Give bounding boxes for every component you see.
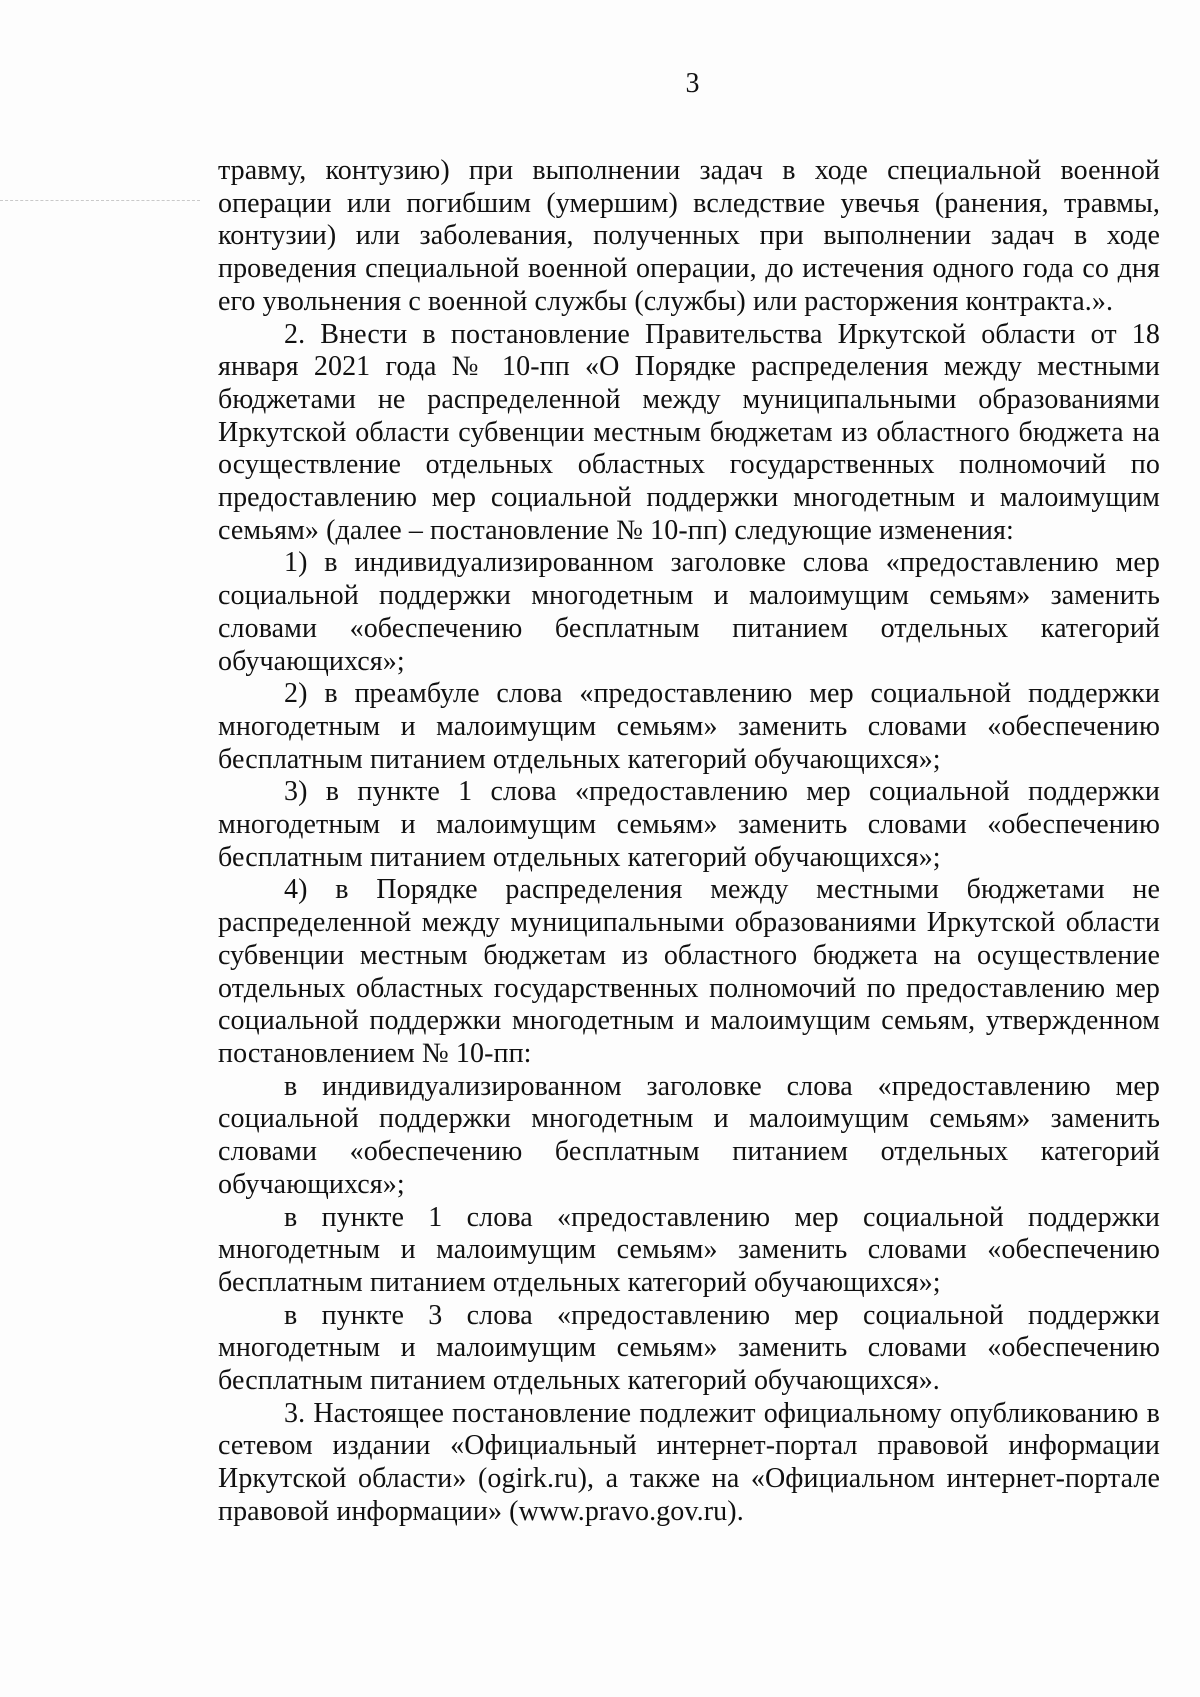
paragraph-item-3-publication: 3. Настоящее постановление подлежит официальному опубликованию в сетевом издании «Официальный интернет-портал правовой информации Иркутской области» (ogirk.ru), а также на «Официальном интернет-портале правовой информации» (www.pravo.gov.ru).: [218, 1397, 1160, 1527]
paragraph-continuation: травму, контузию) при выполнении задач в ходе специальной военной операции или погибшим (умершим) вследствие увечья (ранения, травмы, контузии) или заболевания, полученных при выполнении задач в ходе проведения специальной военной операции, до истечения одного года со дня его увольнения с военной службы (службы) или расторжения контракта.».: [218, 155, 1160, 317]
page-number: 3: [685, 68, 700, 99]
paragraph-item-2: 2. Внести в постановление Правительства Иркутской области от 18 января 2021 года № 10-пп «О Порядке распределения между местными бюджетами не распределенной между муниципальными образованиями Иркутской области субвенции местным бюджетам из областного бюджета на осуществление отдельных областных государственных полномочий по предоставлению мер социальной поддержки многодетным и малоимущим семьям» (далее – постановление № 10-пп) следующие изменения:: [218, 318, 1160, 546]
paragraph-subitem-4: 4) в Порядке распределения между местными бюджетами не распределенной между муниципальными образованиями Иркутской области субвенции местным бюджетам из областного бюджета на осуществление отдельных областных государственных полномочий по предоставлению мер социальной поддержки многодетным и малоимущим семьям, утвержденном постановлением № 10-пп:: [218, 874, 1160, 1069]
paragraph-amendment-point-1: в пункте 1 слова «предоставлению мер социальной поддержки многодетным и малоимущим семьям» заменить словами «обеспечению бесплатным питанием отдельных категорий обучающихся»;: [218, 1201, 1160, 1298]
scan-artifact-line: [0, 200, 200, 202]
paragraph-amendment-point-3: в пункте 3 слова «предоставлению мер социальной поддержки многодетным и малоимущим семьям» заменить словами «обеспечению бесплатным питанием отдельных категорий обучающихся».: [218, 1299, 1160, 1397]
paragraph-subitem-3: 3) в пункте 1 слова «предоставлению мер социальной поддержки многодетным и малоимущим семьям» заменить словами «обеспечению бесплатным питанием отдельных категорий обучающихся»;: [218, 776, 1160, 873]
paragraph-subitem-1: 1) в индивидуализированном заголовке слова «предоставлению мер социальной поддержки многодетным и малоимущим семьям» заменить словами «обеспечению бесплатным питанием отдельных категорий обучающихся»;: [218, 547, 1160, 677]
document-body: [218, 155, 1160, 1529]
paragraph-amendment-title: в индивидуализированном заголовке слова «предоставлению мер социальной поддержки многодетным и малоимущим семьям» заменить словами «обеспечению бесплатным питанием отдельных категорий обучающихся»;: [218, 1070, 1160, 1200]
paragraph-subitem-2: 2) в преамбуле слова «предоставлению мер социальной поддержки многодетным и малоимущим семьям» заменить словами «обеспечению бесплатным питанием отдельных категорий обучающихся»;: [218, 678, 1160, 775]
